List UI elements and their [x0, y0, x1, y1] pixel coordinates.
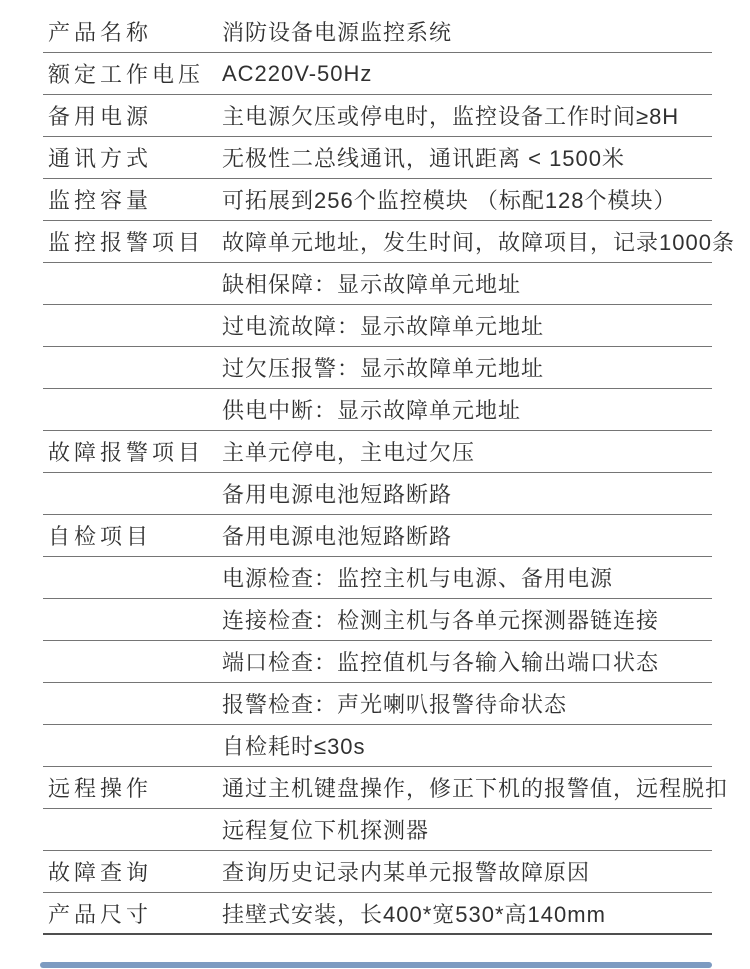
table-row — [43, 137, 712, 179]
row-value: 主单元停电，主电过欠压 — [222, 440, 476, 465]
row-label: 监控报警项目 — [48, 230, 205, 255]
table-row — [43, 683, 712, 725]
table-row — [43, 641, 712, 683]
table-row — [43, 389, 712, 431]
table-row — [43, 599, 712, 641]
row-value: 通过主机键盘操作，修正下机的报警值，远程脱扣 — [222, 776, 729, 801]
row-value: 备用电源电池短路断路 — [222, 482, 453, 507]
row-label: 通讯方式 — [48, 146, 153, 171]
row-label: 额定工作电压 — [48, 62, 205, 87]
table-row — [43, 893, 712, 935]
row-value: 可拓展到256个监控模块 （标配128个模块） — [222, 188, 677, 213]
row-label: 远程操作 — [48, 776, 153, 801]
row-value: 故障单元地址，发生时间，故障项目，记录1000条 — [222, 230, 735, 255]
table-row — [43, 851, 712, 893]
row-value: 主电源欠压或停电时，监控设备工作时间≥8H — [222, 104, 680, 129]
table-row — [43, 221, 735, 263]
row-value: 缺相保障：显示故障单元地址 — [222, 272, 522, 297]
table-row — [43, 95, 712, 137]
table-row — [43, 347, 712, 389]
row-label: 产品名称 — [48, 20, 153, 45]
row-value: 查询历史记录内某单元报警故障原因 — [222, 860, 591, 885]
spec-table — [43, 0, 735, 935]
row-value: 远程复位下机探测器 — [222, 818, 430, 843]
row-value: 端口检查：监控值机与各输入输出端口状态 — [222, 650, 660, 675]
row-value: 电源检查：监控主机与电源、备用电源 — [222, 566, 614, 591]
row-value: 挂壁式安装，长400*宽530*高140mm — [222, 901, 606, 927]
row-value: 消防设备电源监控系统 — [222, 20, 453, 45]
row-value: 供电中断：显示故障单元地址 — [222, 398, 522, 423]
row-label: 备用电源 — [48, 104, 153, 129]
row-label: 自检项目 — [48, 524, 153, 549]
bottom-scrollbar-thumb[interactable] — [40, 962, 712, 968]
table-row — [43, 767, 729, 809]
table-row — [43, 473, 712, 515]
table-row — [43, 11, 712, 53]
row-value: 过欠压报警：显示故障单元地址 — [222, 356, 545, 381]
row-value: 连接检查：检测主机与各单元探测器链连接 — [222, 608, 660, 633]
row-label: 产品尺寸 — [48, 901, 153, 927]
table-row — [43, 179, 712, 221]
table-row — [43, 725, 712, 767]
row-value: AC220V-50Hz — [222, 60, 373, 86]
row-value: 备用电源电池短路断路 — [222, 524, 453, 549]
row-label: 故障查询 — [48, 860, 153, 885]
table-row — [43, 557, 712, 599]
row-value: 报警检查：声光喇叭报警待命状态 — [222, 692, 568, 717]
table-row — [43, 53, 712, 95]
row-value: 过电流故障：显示故障单元地址 — [222, 314, 545, 339]
row-label: 故障报警项目 — [48, 440, 205, 465]
table-row — [43, 809, 712, 851]
row-label: 监控容量 — [48, 188, 153, 213]
table-row — [43, 515, 712, 557]
table-row — [43, 305, 712, 347]
row-value: 自检耗时≤30s — [222, 734, 366, 759]
table-row — [43, 431, 712, 473]
table-row — [43, 263, 712, 305]
row-value: 无极性二总线通讯，通讯距离 < 1500米 — [222, 146, 626, 171]
